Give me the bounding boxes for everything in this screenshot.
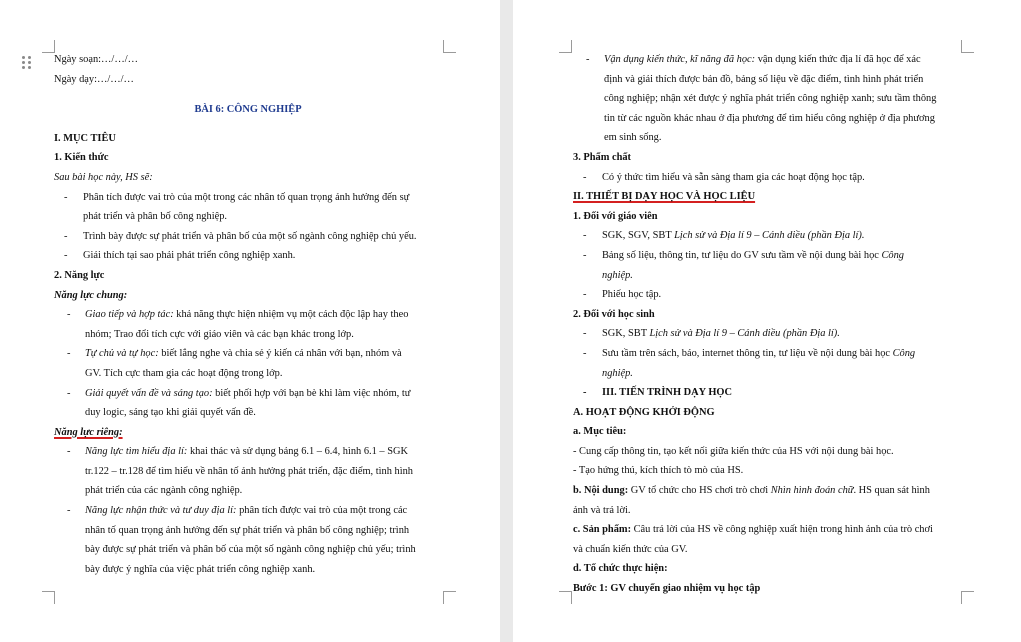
list-item: - Giao tiếp và hợp tác: khả năng thực hiện nhiệm vụ một cách độc lập hay theo nhóm; Trao đổi tích cực với giáo viên và các bạn khác trong lớp.: [54, 305, 442, 344]
subsection-heading: 2. Năng lực: [54, 269, 105, 281]
list-item: - Giải quyết vấn đề và sáng tạo: biết phối hợp với bạn bè khi làm việc nhóm, tư duy logic, sáng tạo khi giải quyết vấn đề.: [54, 384, 442, 423]
list-item: - Trình bày được sự phát triển và phân bố của một số ngành công nghiệp chủ yếu.: [54, 227, 442, 247]
list-item: - SGK, SGV, SBT Lịch sử và Địa lí 9 – Cánh diều (phần Địa lí).: [573, 226, 960, 246]
product-paragraph: c. Sản phẩm: Câu trả lời của HS về công nghiệp xuất hiện trong hình ảnh của trò chơi: [573, 524, 933, 536]
subsection-heading: 2. Đối với học sinh: [573, 308, 655, 320]
list-item: - Sưu tầm trên sách, báo, internet thông tin, tư liệu về nội dung bài học Công nghiệp.: [573, 344, 960, 383]
margin-corner-mark: [443, 40, 456, 53]
list-item: - Giải thích tại sao phải phát triển công nghiệp xanh.: [54, 246, 442, 266]
margin-corner-mark: [42, 591, 55, 604]
margin-corner-mark: [961, 40, 974, 53]
list-item: - Phiếu học tập.: [573, 285, 960, 305]
list-item: - Phân tích được vai trò của một trong các nhân tố quan trọng ảnh hưởng đến sự phát triển và phân bố công nghiệp.: [54, 188, 442, 227]
subsection-heading: 3. Phẩm chất: [573, 151, 632, 163]
list-item: - SGK, SBT Lịch sử và Địa lí 9 – Cánh diều (phần Địa lí).: [573, 324, 960, 344]
intro-text: Sau bài học này, HS sẽ:: [54, 171, 153, 183]
margin-corner-mark: [961, 591, 974, 604]
objective-item: - Tạo hứng thú, kích thích tò mò của HS.: [573, 465, 744, 477]
subsection-heading: 1. Đối với giáo viên: [573, 210, 658, 222]
content-paragraph: b. Nội dung: GV tổ chức cho HS chơi trò chơi Nhìn hình đoán chữ. HS quan sát hình: [573, 485, 930, 497]
list-item: - Tự chủ và tự học: biết lắng nghe và chia sẻ ý kiến cá nhân với bạn, nhóm và GV. Tích cực tham gia các hoạt động trong lớp.: [54, 344, 442, 383]
document-body[interactable]: [54, 50, 442, 579]
list-item: - Vận dụng kiến thức, kĩ năng đã học: vận dụng kiến thức địa lí đã học để xác định và giải thích được bản đồ, bảng số liệu về đặc điểm, tình hình phát triển công nghiệp; nhận xét được ý nghĩa phát triển công nghiệp xanh; sưu tầm thông tin từ các nguồn khác nhau ở địa phương để tìm hiểu công nghiệp ở địa phương em sinh sống.: [573, 50, 960, 148]
list-item: - Có ý thức tìm hiểu và sẵn sàng tham gia các hoạt động học tập.: [573, 168, 960, 188]
organization-label: d. Tổ chức thực hiện:: [573, 563, 668, 575]
date-prepare: Ngày soạn:…/…/…: [54, 54, 138, 65]
margin-corner-mark: [443, 591, 456, 604]
margin-corner-mark: [559, 40, 572, 53]
document-page-right: [513, 0, 1021, 642]
step-heading: Bước 1: GV chuyển giao nhiệm vụ học tập: [573, 583, 761, 595]
document-body[interactable]: - Vận dụng kiến thức, kĩ năng đã học: vận dụng kiến thức địa lí đã học để xác định và giải thích được bản đồ, bảng số liệu về đặc điểm, tình hình phát triển công nghiệp; nhận xét được ý nghĩa phát triển công nghiệp xanh; sưu tầm thông tin từ các nguồn khác nhau ở địa phương để tìm hiểu công nghiệp ở địa phương em sinh sống. 3. Phẩm chất - Có ý thức tìm hiểu và sẵn sàng tham gia các hoạt động học tập. II. THIẾT BỊ DẠY HỌC VÀ HỌC LIỆU 1. Đối với giáo viên - SGK, SGV, SBT Lịch sử và Địa lí 9 – Cánh diều (phần Địa lí). - Bảng số liệu, thông tin, tư liệu do GV sưu tầm về nội dung bài học Công nghiệp. - Phiếu học tập. 2. Đối với học sinh - SGK, SBT Lịch sử và Địa lí 9 – Cánh diều (phần Địa lí). - Sưu tầm trên sách, báo, internet thông tin, tư liệu về nội dung bài học Công nghiệp. - III. TIẾN TRÌNH DẠY HỌC A. HOẠT ĐỘNG KHỞI ĐỘNG a. Mục tiêu: - Cung cấp thông tin, tạo kết nối giữa kiến thức của HS với nội dung bài học. - Tạo hứng thú, kích thích tò mò của HS. b. Nội dung: GV tổ chức cho HS chơi trò chơi Nhìn hình đoán chữ. HS quan sát hình ảnh và trả lời. c. Sản phẩm: Câu trả lời của HS về công nghiệp xuất hiện trong hình ảnh của trò chơi và chuẩn kiến thức của GV. d. Tổ chức thực hiện: Bước 1: GV chuyển giao nhiệm vụ học tập: [573, 50, 960, 599]
drag-handle-icon[interactable]: [22, 56, 32, 70]
subheading-general-competence: Năng lực chung:: [54, 289, 128, 301]
section-heading: - III. TIẾN TRÌNH DẠY HỌC: [573, 383, 960, 403]
lesson-title: BÀI 6: CÔNG NGHIỆP: [194, 104, 302, 116]
section-heading: II. THIẾT BỊ DẠY HỌC VÀ HỌC LIỆU: [573, 191, 756, 203]
section-heading: I. MỤC TIÊU: [54, 132, 116, 144]
objective-label: a. Mục tiêu:: [573, 426, 627, 438]
list-item: - Năng lực tìm hiểu địa lí: khai thác và sử dụng bảng 6.1 – 6.4, hình 6.1 – SGK tr.122 – tr.128 để tìm hiểu về nhân tố ảnh hưởng phát triển, đặc điểm, tình hình phát triển của các ngành công nghiệp.: [54, 442, 442, 501]
subheading-specific-competence: Năng lực riêng:: [54, 426, 123, 438]
date-teach: Ngày dạy:…/…/…: [54, 73, 134, 85]
activity-heading: A. HOẠT ĐỘNG KHỞI ĐỘNG: [573, 406, 715, 418]
list-item: - Năng lực nhận thức và tư duy địa lí: phân tích được vai trò của một trong các nhân tố quan trọng ảnh hưởng đến sự phát triển và phân bố công nghiệp; trình bày được sự phát triển và phân bố của một số ngành công nghiệp chủ yếu; trình bày được ý nghĩa của việc phát triển công nghiệp xanh.: [54, 501, 442, 579]
document-page-left: [0, 0, 500, 642]
objective-item: - Cung cấp thông tin, tạo kết nối giữa kiến thức của HS với nội dung bài học.: [573, 445, 894, 457]
list-item: - Bảng số liệu, thông tin, tư liệu do GV sưu tầm về nội dung bài học Công nghiệp.: [573, 246, 960, 285]
subsection-heading: 1. Kiến thức: [54, 152, 109, 164]
margin-corner-mark: [559, 591, 572, 604]
